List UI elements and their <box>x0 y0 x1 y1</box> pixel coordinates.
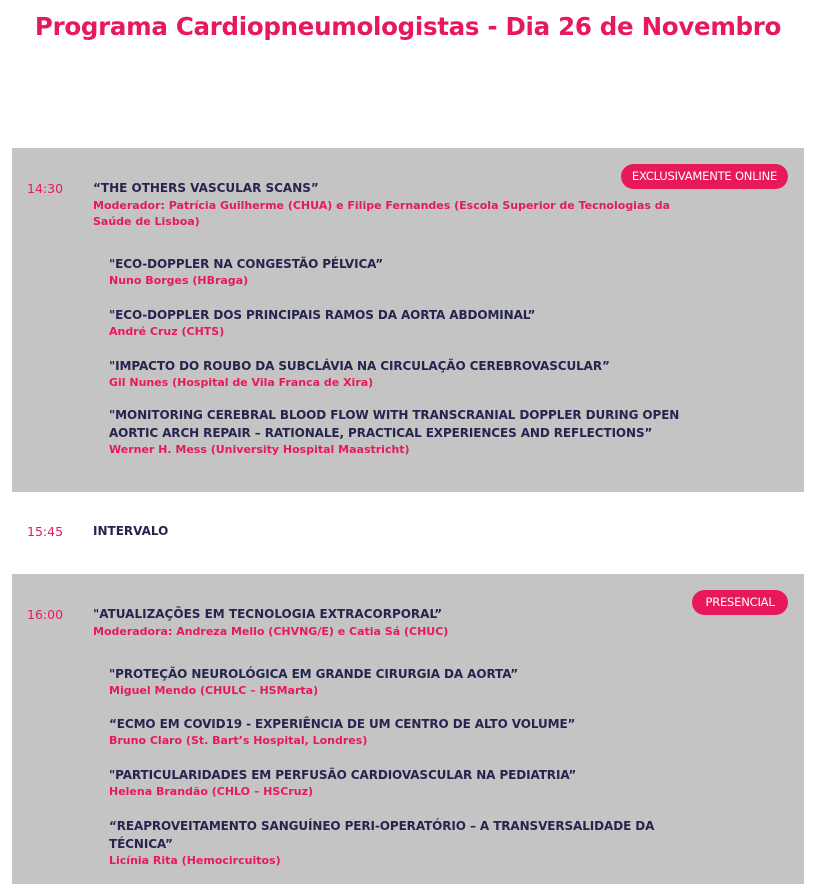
talk-speaker: Helena Brandão (CHLO – HSCruz) <box>109 785 314 798</box>
session-time: 16:00 <box>27 607 64 622</box>
session-moderator: Moderador: Patrícia Guilherme (CHUA) e Filipe Fernandes (Escola Superior de Tecnologias da Saúde de Lisboa) <box>93 199 671 228</box>
talk-speaker: Gil Nunes (Hospital de Vila Franca de Xira) <box>109 376 374 389</box>
session-title: “THE OTHERS VASCULAR SCANS” <box>93 181 319 195</box>
talk-speaker: Licínia Rita (Hemocircuitos) <box>109 854 281 867</box>
talk-item <box>109 715 699 749</box>
talk-speaker: André Cruz (CHTS) <box>109 325 225 338</box>
talk-item <box>109 406 699 458</box>
talk-title: "MONITORING CEREBRAL BLOOD FLOW WITH TRANSCRANIAL DOPPLER DURING OPEN AORTIC ARCH REPAIR – RATIONALE, PRACTICAL EXPERIENCES AND REFLECTIONS” <box>109 408 680 440</box>
talk-item <box>109 255 699 289</box>
break-label: INTERVALO <box>93 524 169 538</box>
break-time: 15:45 <box>27 524 64 539</box>
talk-item <box>109 817 699 869</box>
session-block-presencial <box>12 574 804 884</box>
talk-speaker: Nuno Borges (HBraga) <box>109 274 249 287</box>
talk-speaker: Miguel Mendo (CHULC – HSMarta) <box>109 684 319 697</box>
talk-item <box>109 665 699 699</box>
talk-title: “ECMO EM COVID19 - EXPERIÊNCIA DE UM CENTRO DE ALTO VOLUME” <box>109 717 576 731</box>
talk-title: "PARTICULARIDADES EM PERFUSÃO CARDIOVASCULAR NA PEDIATRIA” <box>109 768 577 782</box>
session-title: "ATUALIZAÇÕES EM TECNOLOGIA EXTRACORPORAL” <box>93 607 443 621</box>
talk-title: "ECO-DOPPLER NA CONGESTÃO PÉLVICA” <box>109 257 384 271</box>
talk-title: "PROTEÇÃO NEUROLÓGICA EM GRANDE CIRURGIA DA AORTA” <box>109 667 519 681</box>
talk-title: "ECO-DOPPLER DOS PRINCIPAIS RAMOS DA AORTA ABDOMINAL” <box>109 308 536 322</box>
session-time: 14:30 <box>27 181 64 196</box>
talk-item <box>109 357 699 391</box>
page-title: Programa Cardiopneumologistas - Dia 26 de Novembro <box>34 12 782 41</box>
talk-title: "IMPACTO DO ROUBO DA SUBCLÁVIA NA CIRCULAÇÃO CEREBROVASCULAR” <box>109 359 610 373</box>
talk-speaker: Bruno Claro (St. Bart’s Hospital, Londres) <box>109 734 368 747</box>
session-moderator: Moderadora: Andreza Mello (CHVNG/E) e Catia Sá (CHUC) <box>93 625 449 638</box>
talk-item <box>109 306 699 340</box>
talk-speaker: Werner H. Mess (University Hospital Maastricht) <box>109 443 410 456</box>
talk-title: “REAPROVEITAMENTO SANGUÍNEO PERI-OPERATÓRIO – A TRANSVERSALIDADE DA TÉCNICA” <box>109 819 655 851</box>
session-mode-badge: EXCLUSIVAMENTE ONLINE <box>621 164 788 189</box>
session-block-online <box>12 148 804 492</box>
session-mode-badge: PRESENCIAL <box>692 590 788 615</box>
talk-item <box>109 766 699 800</box>
